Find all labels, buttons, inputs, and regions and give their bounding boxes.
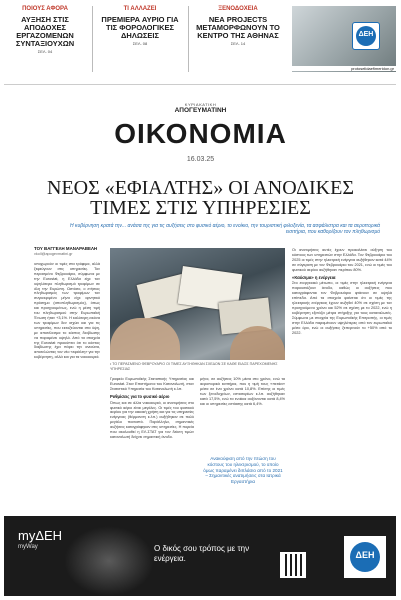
masthead-rule	[4, 84, 396, 85]
decor-bar	[4, 248, 30, 548]
masthead-date: 16.03.25	[186, 156, 215, 163]
ad-glow	[64, 526, 154, 596]
ad-bottom[interactable]	[4, 516, 396, 596]
teaser-1[interactable]	[4, 6, 86, 54]
teaser-title: ΠΡΕΜΙΕΡΑ ΑΥΡΙΟ ΓΙΑ ΤΙΣ ΦΟΡΟΛΟΓΙΚΕΣ ΔΗΛΩΣΕΙΣ	[101, 15, 179, 40]
divider	[188, 6, 189, 72]
ad-logo-box	[344, 536, 386, 578]
ad-brand: myΔΕΗ	[18, 528, 63, 543]
column-2-intro: Γραφείο Ευρωπαϊκής Στατιστικής Υπηρεσίας και Eurostat. Στον Επιστήμονα του Καταναλωτή, στον Στατιστικό Υπηρεσία του Καταναλωτή κ.λπ.	[110, 377, 194, 391]
teaser-kicker: ΞΕΝΟΔΟΧΕΙΑ	[218, 6, 258, 12]
dei-logo-icon	[352, 22, 380, 50]
teaser-kicker: ΤΙ ΑΛΛΑΖΕΙ	[123, 6, 157, 12]
column-4-text-2: Στο ενεργειακό μέτωπο, οι τιμές στην ηλεκτρική ενέργεια παρουσιάζουν άνοδο, καθώς οι αυξήσεις που καταγράφονται τον Φεβρουάριο φτάνουν σε υψηλά επίπεδα. Από τα στοιχεία φαίνεται ότι οι τιμές της ηλεκτρικής ενέργειας έχουν αυξηθεί 40% σε σχέση με τον προηγούμενο χρόνο και 52% σε σχέση με το 2022, ενώ η κυβέρνηση εξετάζει μέτρα στήριξης για τους καταναλωτές. Σύμφωνα με στοιχεία της Ευρωπαϊκής Επιτροπής, οι τιμές στην Ελλάδα παραμένουν υψηλότερες από τον ευρωπαϊκό μέσο όρο, ενώ οι αυξήσεις ξεπερνούν το +50% από το 2022.	[292, 281, 392, 335]
ad-top[interactable]	[292, 6, 396, 72]
column-1	[34, 262, 100, 550]
byline-author: ΤΟΥ ΒΑΓΓΕΛΗ ΜΑΝΑΡΑΒΕΛΗ	[34, 246, 98, 251]
lead: Η κυβέρνηση κρατά την... ανάσα της για τις αυξήσεις στο φυσικό αέριο, το ενοίκιο, την τουριστική φιλοξενία, τα ασφάλιστρα και τα αεροπορικά εισιτήρια, που καθορίζουν τον πληθωρισμό	[69, 223, 380, 235]
photo-hands-icon	[110, 248, 285, 360]
ad-tagline: Ο δικός σου τρόπος με την ενέργεια.	[154, 544, 250, 563]
divider	[92, 6, 93, 72]
column-3	[200, 377, 285, 457]
teaser-page: ΣΕΛ. 04	[37, 49, 53, 54]
column-2-subhead: Ρυθμίσεις για το φυσικό αέριο	[110, 393, 170, 399]
column-2-text: Όπως και σε άλλα νοικοκυριά, οι ανατιμήσεις στο φυσικό αέριο είναι μεγάλες. Οι τιμές του φυσικού αερίου για την οικιακή χρήση και για τις υπηρεσίες ενέργειας (θέρμανση κ.λπ.) αυξήθηκαν σε πολύ μεγάλο ποσοστό. Παράλληλα, σημαντικές αυξήσεις καταγράφηκαν στις υπηρεσίες. Η πορεία που ακολουθεί η ΕΛ.ΣΤΑΤ για τον δείκτη τιμών καταναλωτή δείχνει σημαντική άνοδο.	[110, 400, 194, 439]
ad-url: protoselidaefimeridon.gr	[292, 66, 396, 71]
masthead-kicker: ΚΥΡΙΑΚΑΤΙΚΗ	[184, 102, 217, 107]
byline-email: vkoll@apogevmatini.gr	[34, 252, 73, 256]
column-4-subhead: «Καύσιμα» η ενέργεια	[292, 274, 336, 280]
teaser-page: ΣΕΛ. 08	[132, 41, 148, 46]
teaser-3[interactable]	[192, 6, 284, 46]
ad-sub: myWay	[18, 544, 38, 550]
teaser-page: ΣΕΛ. 14	[230, 41, 246, 46]
column-4-text: Οι ανατιμήσεις αυτές έχουν προκαλέσει αύξηση του κόστους των υπηρεσιών στην Ελλάδα. Τον Φεβρουάριο του 2025 οι τιμές στην ηλεκτρική ενέργεια αυξήθηκαν κατά 44% σε σύγκριση με τον Φεβρουάριο του 2021, ενώ οι τιμές του φυσικού αερίου αυξήθηκαν περίπου 80%.	[292, 248, 392, 272]
teaser-title: ΑΥΞΗΣΗ ΣΤΙΣ ΑΠΟΔΟΧΕΣ ΕΡΓΑΖΟΜΕΝΩΝ ΣΥΝΤΑΞΙΟΥΧΩΝ	[15, 15, 75, 48]
ad-brand: ΔΕΗ	[358, 31, 374, 38]
teaser-2[interactable]	[98, 6, 182, 46]
masthead-title: ΟΙΚΟΝΟΜΙΑ	[114, 118, 287, 149]
masthead-paper: ΑΠΟΓΕΥΜΑΤΙΝΗ	[174, 107, 227, 114]
column-1-text: υποχωρούν οι τιμές στα τρόφιμα, αλλά ξεφεύγουν στις υπηρεσίες. Τον περασμένο Φεβρουάριο, σύμφωνα με την Eurostat, η Ελλάδα είχε τον υψηλότερο πληθωρισμό τροφίμων σε όλη την Ευρώπη. Ωστόσο, ο ετήσιος πληθωρισμός των τροφίμων τον συγκεκριμένο μήνα είχε αρνητικό πρόσημο (αποπληθωρισμός), όπως και προηγουμένως, ενώ η μέση τιμή του πληθωρισμού στην Ευρωπαϊκή Ένωση ήταν +3,1%. Η καλύτερη εικόνα των τροφίμων δεν ισχύει και για τις υπηρεσίες, που εκτοξεύονται στα ύψη, με αποτέλεσμα το κόστος διαβίωσης να παραμένει υψηλό. Από τα στοιχεία της Eurostat προκύπτει ότι το κόστος διαβίωσης έχει πάρει την ανιούσα, αποτελώντας τον νέο «εφιάλτη» για την κυβέρνηση, αλλά και για τα νοικοκυριά.	[34, 262, 100, 360]
qr-code-icon	[280, 552, 306, 578]
photo-caption: • ΤΟ ΠΕΡΑΣΜΕΝΟ ΦΕΒΡΟΥΑΡΙΟ ΟΙ ΤΙΜΕΣ ΑΥΞΗΘΗΚΑΝ ΣΧΕΔΟΝ ΣΕ ΚΑΘΕ ΕΙΔΟΣ ΠΑΡΕΧΟΜΕΝΗΣ ΥΠΗΡΕΣΙΑΣ	[110, 362, 278, 371]
headline: ΝΕΟΣ «ΕΦΙΑΛΤΗΣ» ΟΙ ΑΝΟΔΙΚΕΣ ΤΙΜΕΣ ΣΤΙΣ ΥΠΗΡΕΣΙΕΣ	[47, 177, 354, 219]
teaser-title: ΝΕΑ PROJECTS ΜΕΤΑΜΟΡΦΩΝΟΥΝ ΤΟ ΚΕΝΤΡΟ ΤΗΣ ΑΘΗΝΑΣ	[196, 15, 280, 40]
column-3-text: μήνα, σε αυξήσεις 10% μέσα στο χρόνο, ενώ τα αεροπορικά εισιτήρια, που η τιμή τους «πετάει» μέσα σε ένα χρόνο κατά 10,8%. Επίσης οι τιμές των ξενοδοχείων, εστιατορίων κ.λπ. αυξήθηκαν κατά 17,5%, ενώ τα ενοίκια αυξάνονται κατά 8,4% και οι υπηρεσίες εστίασης κατά 6,4%.	[200, 377, 285, 406]
pull-quote: Ανακούφιση από την πτώση του κόστους του ηλεκτρισμού, το οποίο όμως παραμένει διπλάσιο από το 2021 – Σημαντικές ανατιμήσεις στα Ιατρικά Εργαστήρια	[203, 456, 283, 485]
column-4	[292, 248, 392, 510]
teaser-kicker: ΠΟΙΟΥΣ ΑΦΟΡΑ	[22, 6, 68, 12]
ad-logo-text: ΔΕΗ	[355, 550, 375, 560]
